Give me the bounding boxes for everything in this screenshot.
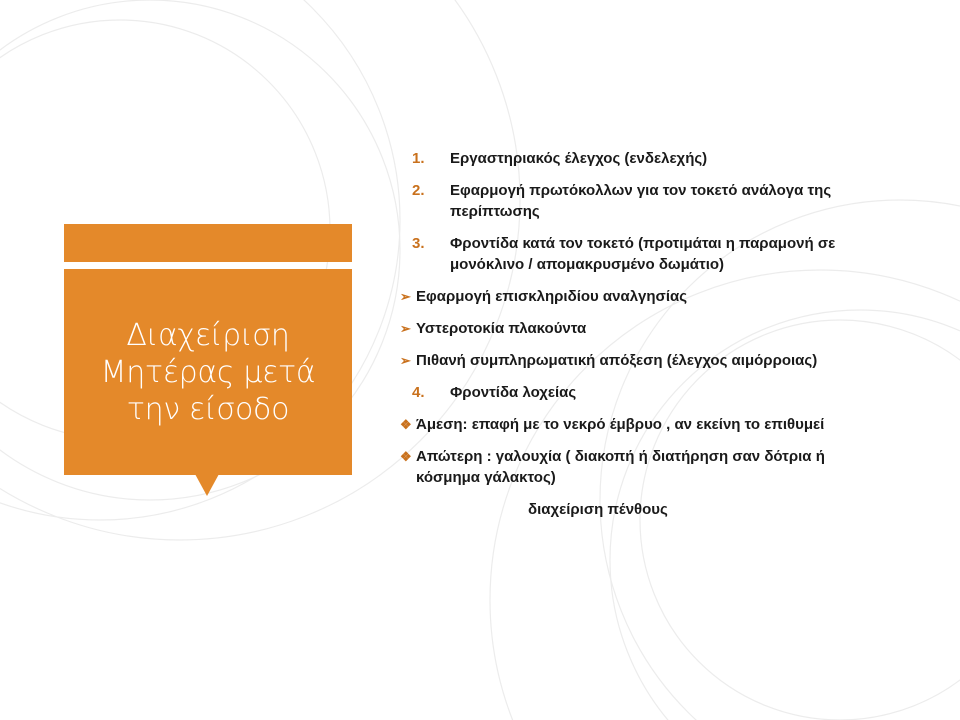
title-box xyxy=(64,269,352,475)
diamond-bullet-icon: ❖ xyxy=(400,417,412,432)
numbered-list-item xyxy=(400,180,880,222)
list-item-text: διαχείριση πένθους xyxy=(528,501,668,518)
arrow-list-item xyxy=(400,350,880,371)
list-number: 2. xyxy=(412,182,425,199)
numbered-list-item xyxy=(400,148,880,169)
list-item-text: Φροντίδα λοχείας xyxy=(450,384,577,401)
arrow-list-item xyxy=(400,286,880,307)
list-item-text: Εφαρμογή επισκληριδίου αναλγησίας xyxy=(416,288,688,305)
list-item-text: Απώτερη : γαλουχία ( διακοπή ή διατήρηση σαν δότρια ή κόσμημα γάλακτος) xyxy=(416,448,825,486)
arrow-bullet-icon: ➢ xyxy=(400,321,411,336)
list-item-text: Άμεση: επαφή με το νεκρό έμβρυο , αν εκείνη το επιθυμεί xyxy=(416,416,825,433)
list-number: 3. xyxy=(412,235,425,252)
arrow-bullet-icon: ➢ xyxy=(400,353,411,368)
diamond-list-item xyxy=(400,414,880,435)
content-list xyxy=(400,148,880,531)
diamond-bullet-icon: ❖ xyxy=(400,449,412,464)
list-number: 4. xyxy=(412,384,425,401)
diamond-list-item xyxy=(400,446,880,488)
title-pointer xyxy=(195,474,219,496)
plain-list-item xyxy=(400,499,880,520)
slide-title: Διαχείριση Μητέρας μετά την είσοδο xyxy=(100,317,316,427)
list-item-text: Πιθανή συμπληρωματική απόξεση (έλεγχος αιμόρροιας) xyxy=(416,352,818,369)
list-number: 1. xyxy=(412,150,425,167)
numbered-list-item xyxy=(400,233,880,275)
list-item-text: Φροντίδα κατά τον τοκετό (προτιμάται η παραμονή σε μονόκλινο / απομακρυσμένο δωμάτιο) xyxy=(450,235,836,273)
list-item-text: Εργαστηριακός έλεγχος (ενδελεχής) xyxy=(450,150,708,167)
list-item-text: Εφαρμογή πρωτόκολλων για τον τοκετό ανάλογα της περίπτωσης xyxy=(450,182,832,220)
arrow-list-item xyxy=(400,318,880,339)
numbered-list-item xyxy=(400,382,880,403)
list-item-text: Υστεροτοκία πλακούντα xyxy=(416,320,587,337)
title-accent-band xyxy=(64,224,352,262)
arrow-bullet-icon: ➢ xyxy=(400,289,411,304)
